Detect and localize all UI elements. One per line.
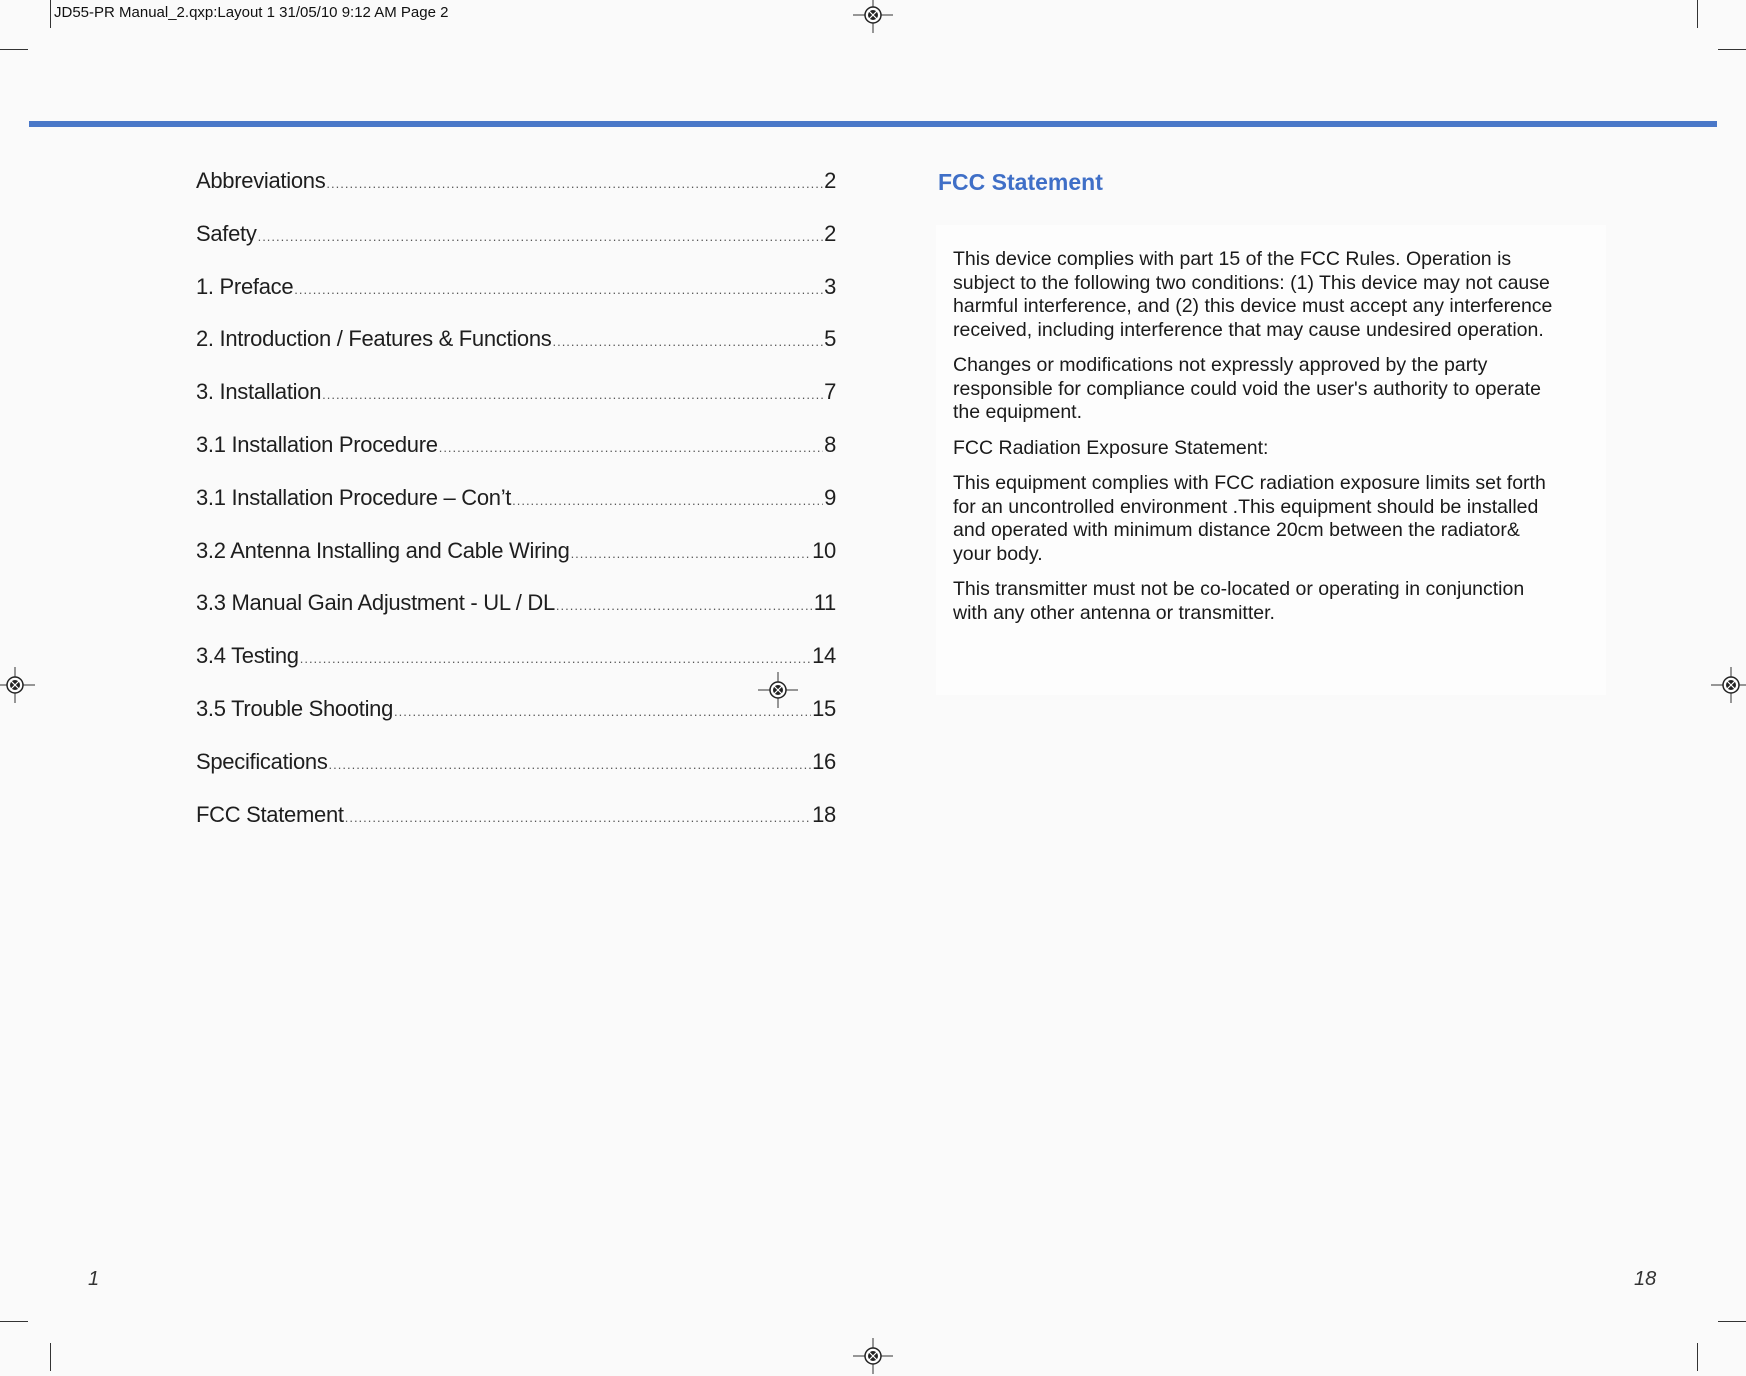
toc-entry bbox=[196, 696, 836, 749]
toc-entry bbox=[196, 485, 836, 538]
toc-entry bbox=[196, 749, 836, 802]
toc-title: 3.3 Manual Gain Adjustment - UL / DL bbox=[196, 590, 555, 616]
registration-mark-icon bbox=[853, 0, 893, 35]
crop-mark bbox=[0, 1321, 28, 1322]
toc-entry bbox=[196, 802, 836, 855]
toc-title: 1. Preface bbox=[196, 273, 294, 299]
header-rule bbox=[29, 121, 1717, 127]
toc-page: 2 bbox=[824, 220, 836, 246]
toc-leader bbox=[439, 440, 823, 455]
toc-entry bbox=[196, 590, 836, 643]
crop-mark bbox=[1718, 1321, 1746, 1322]
crop-mark bbox=[50, 0, 51, 28]
toc-page: 5 bbox=[824, 326, 836, 352]
toc-page: 9 bbox=[824, 484, 836, 510]
toc-title: 3.1 Installation Procedure – Con’t bbox=[196, 484, 512, 510]
toc-title: Specifications bbox=[196, 748, 328, 774]
toc-title: 3.1 Installation Procedure bbox=[196, 431, 438, 457]
toc-entry bbox=[196, 432, 836, 485]
crop-mark bbox=[50, 1343, 51, 1371]
toc-entry bbox=[196, 643, 836, 696]
toc-page: 16 bbox=[812, 748, 836, 774]
toc-title: 3.5 Trouble Shooting bbox=[196, 695, 394, 721]
toc-page: 15 bbox=[812, 695, 836, 721]
toc-entry bbox=[196, 326, 836, 379]
toc-page: 10 bbox=[812, 537, 836, 563]
toc-leader bbox=[322, 387, 823, 402]
toc-leader bbox=[394, 704, 811, 719]
toc-leader bbox=[512, 493, 823, 508]
crop-mark bbox=[1697, 1343, 1698, 1371]
toc-title: 2. Introduction / Features & Functions bbox=[196, 326, 552, 352]
fcc-heading: FCC Statement bbox=[938, 169, 1103, 195]
crop-mark bbox=[0, 49, 28, 50]
toc-title: Abbreviations bbox=[196, 168, 326, 193]
registration-mark-icon bbox=[853, 1336, 893, 1376]
toc-title: 3.4 Testing bbox=[196, 643, 299, 669]
page-number-right: 18 bbox=[1634, 1268, 1657, 1290]
fcc-paragraph: This device complies with part 15 of the FCC Rules. Operation is subject to the following two conditions: (1) This device may not cause harmful interference, and (2) this device must accept any interference received, including interference that may cause undesired operation. bbox=[953, 248, 1553, 341]
toc-entry bbox=[196, 168, 836, 221]
toc-entry bbox=[196, 538, 836, 591]
toc-title: 3.2 Antenna Installing and Cable Wiring bbox=[196, 537, 570, 563]
crop-mark bbox=[1697, 0, 1698, 28]
toc-leader bbox=[345, 810, 811, 825]
registration-mark-icon bbox=[0, 665, 35, 705]
toc-entry bbox=[196, 221, 836, 274]
toc-title: FCC Statement bbox=[196, 801, 344, 827]
toc-title: Safety bbox=[196, 220, 257, 246]
crop-mark bbox=[1718, 49, 1746, 50]
toc-page: 18 bbox=[812, 801, 836, 827]
fcc-body bbox=[953, 248, 1563, 637]
toc-page: 3 bbox=[824, 273, 836, 299]
fcc-paragraph: This equipment complies with FCC radiation exposure limits set forth for an uncontrolled environment .This equipment should be installed and operated with minimum distance 20cm between the radiator& your body. bbox=[953, 472, 1546, 565]
toc-page: 8 bbox=[824, 431, 836, 457]
toc-leader bbox=[571, 546, 812, 561]
toc-leader bbox=[300, 651, 811, 666]
toc-leader bbox=[556, 598, 813, 613]
toc-entry bbox=[196, 379, 836, 432]
toc-page: 14 bbox=[812, 643, 836, 669]
print-slug: JD55-PR Manual_2.qxp:Layout 1 31/05/10 9:12 AM Page 2 bbox=[54, 4, 449, 21]
toc-entry bbox=[196, 274, 836, 327]
toc-leader bbox=[329, 757, 812, 772]
toc-page: 7 bbox=[824, 379, 836, 405]
toc-leader bbox=[552, 334, 823, 349]
toc-page: 11 bbox=[813, 590, 836, 616]
toc-title: 3. Installation bbox=[196, 379, 322, 405]
toc-leader bbox=[294, 282, 823, 297]
toc-page: 2 bbox=[824, 168, 836, 193]
fcc-paragraph: FCC Radiation Exposure Statement: bbox=[953, 436, 1269, 459]
table-of-contents bbox=[196, 168, 836, 854]
toc-leader bbox=[258, 229, 823, 244]
toc-leader bbox=[326, 176, 823, 191]
fcc-paragraph: This transmitter must not be co-located or operating in conjunction with any other antenna or transmitter. bbox=[953, 578, 1525, 624]
registration-mark-icon bbox=[1711, 665, 1746, 705]
page-number-left: 1 bbox=[88, 1268, 100, 1290]
fcc-paragraph: Changes or modifications not expressly approved by the party responsible for compliance could void the user's authority to operate the equipment. bbox=[953, 354, 1541, 423]
